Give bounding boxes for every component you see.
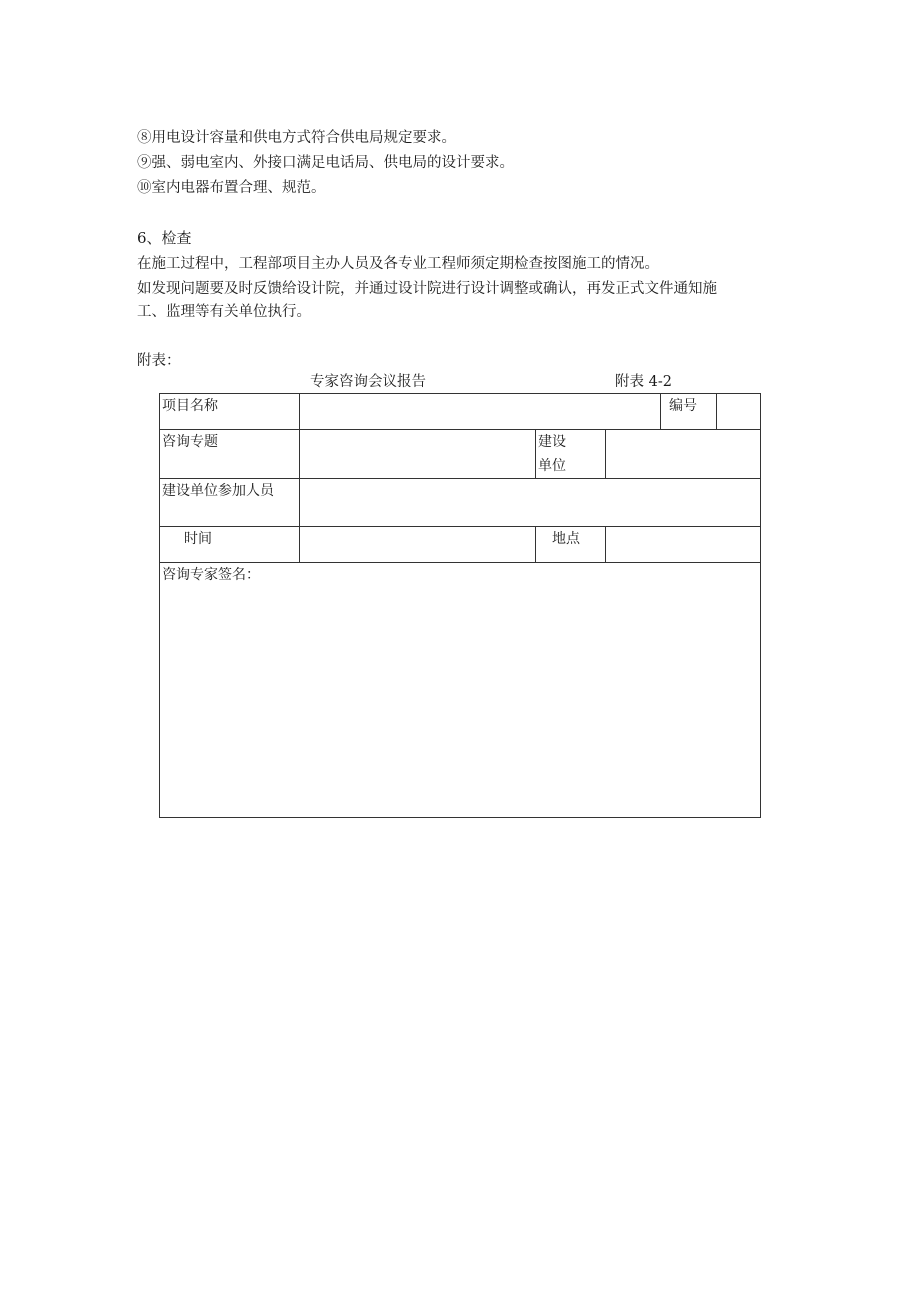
serial-cell	[661, 394, 761, 430]
list-item-8: ⑧用电设计容量和供电方式符合供电局规定要求。	[137, 130, 456, 146]
builder-label-cell	[536, 430, 606, 479]
participants-label: 建设单位参加人员	[162, 483, 274, 500]
table-title: 专家咨询会议报告	[310, 374, 426, 390]
list-item-9: ⑨强、弱电室内、外接口满足电话局、供电局的设计要求。	[137, 155, 514, 171]
appendix-label: 附表：	[137, 353, 181, 369]
project-name-label-cell	[160, 394, 300, 430]
table-number: 附表 4-2	[615, 374, 672, 390]
paragraph-line-1: 在施工过程中，工程部项目主办人员及各专业工程师须定期检查按图施工的情况。	[137, 256, 659, 272]
project-name-label: 项目名称	[162, 398, 218, 414]
topic-label: 咨询专题	[162, 434, 218, 451]
builder-value-cell[interactable]	[606, 430, 761, 479]
list-item-10: ⑩室内电器布置合理、规范。	[137, 180, 326, 196]
location-value-cell[interactable]	[606, 527, 761, 563]
builder-label-line2: 单位	[538, 458, 566, 475]
consultation-report-table	[159, 393, 760, 818]
time-value-cell[interactable]	[300, 527, 536, 563]
signature-cell[interactable]	[160, 563, 761, 818]
builder-label-line1: 建设	[538, 434, 566, 451]
participants-label-cell	[160, 479, 300, 527]
time-label: 时间	[184, 531, 212, 548]
signature-label: 咨询专家签名：	[162, 567, 260, 584]
serial-label-cell	[661, 394, 717, 429]
serial-label: 编号	[669, 398, 698, 414]
topic-label-cell	[160, 430, 300, 479]
paragraph-line-2: 如发现问题要及时反馈给设计院，并通过设计院进行设计调整或确认，再发正式文件通知施	[137, 281, 717, 297]
serial-value-cell[interactable]	[717, 394, 760, 429]
participants-value-cell[interactable]	[300, 479, 761, 527]
project-name-value-cell[interactable]	[300, 394, 661, 430]
topic-value-cell[interactable]	[300, 430, 536, 479]
time-label-cell	[160, 527, 300, 563]
paragraph-line-3: 工、监理等有关单位执行。	[137, 304, 311, 320]
report-form	[159, 393, 761, 818]
section-heading: 6、检查	[137, 229, 192, 247]
location-label-cell	[536, 527, 606, 563]
location-label: 地点	[552, 531, 580, 548]
